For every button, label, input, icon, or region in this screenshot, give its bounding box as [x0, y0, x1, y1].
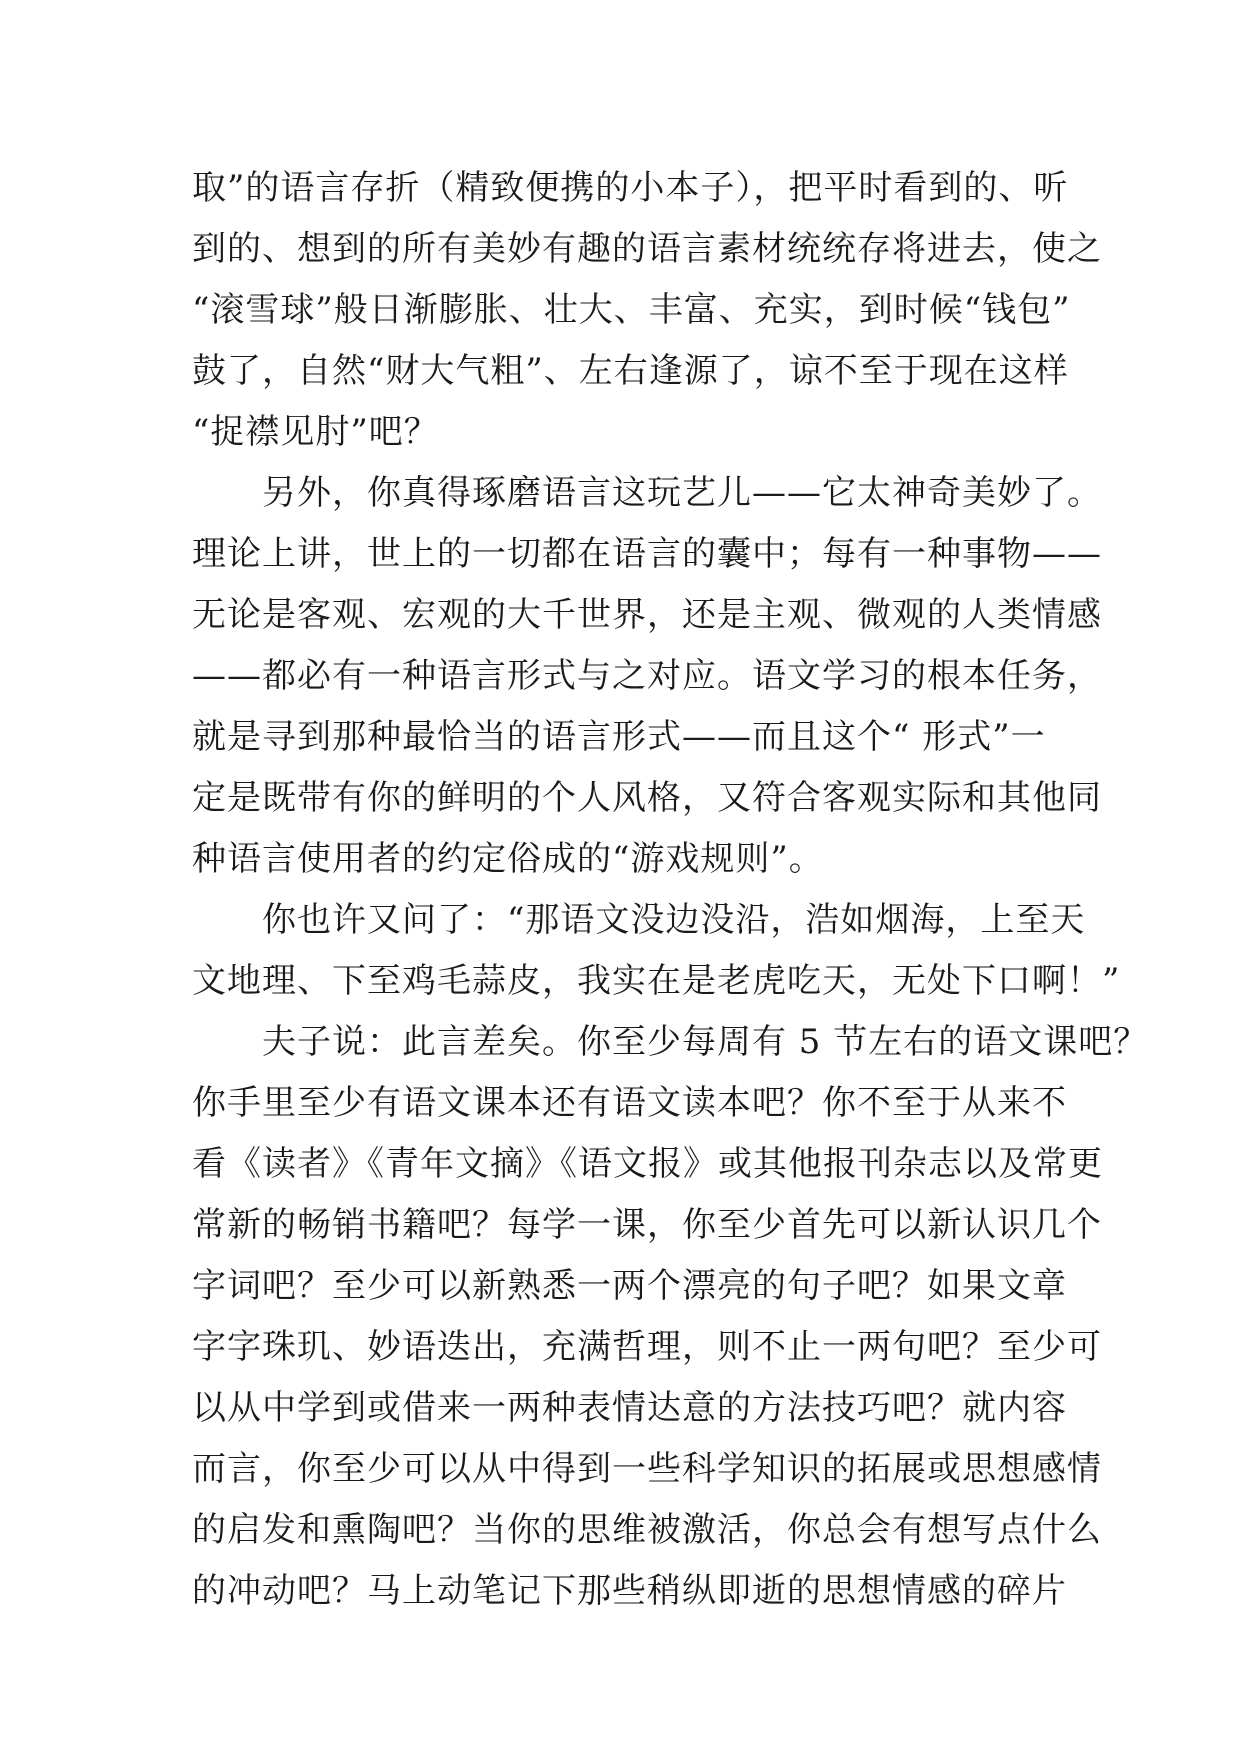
text-line: 夫子说：此言差矣。你至少每周有 5 节左右的语文课吧？	[192, 1022, 1149, 1062]
text-line: 你手里至少有语文课本还有语文读本吧？你不至于从来不	[192, 1083, 1067, 1123]
text-line: 理论上讲，世上的一切都在语言的囊中；每有一种事物——	[192, 534, 1102, 574]
text-line: 而言，你至少可以从中得到一些科学知识的拓展或思想感情	[192, 1449, 1102, 1489]
text-line: 字词吧？至少可以新熟悉一两个漂亮的句子吧？如果文章	[192, 1266, 1067, 1306]
text-line: 你也许又问了：“那语文没边没沿，浩如烟海，上至天	[192, 900, 1086, 940]
text-line: 到的、想到的所有美妙有趣的语言素材统统存将进去，使之	[192, 229, 1102, 269]
text-line: ——都必有一种语言形式与之对应。语文学习的根本任务，	[192, 656, 1102, 696]
text-line: 字字珠玑、妙语迭出，充满哲理，则不止一两句吧？至少可	[192, 1327, 1102, 1367]
text-line: 种语言使用者的约定俗成的“游戏规则”。	[192, 839, 824, 879]
text-line: 常新的畅销书籍吧？每学一课，你至少首先可以新认识几个	[192, 1205, 1102, 1245]
text-line: 定是既带有你的鲜明的个人风格，又符合客观实际和其他同	[192, 778, 1102, 818]
text-line: 的启发和熏陶吧？当你的思维被激活，你总会有想写点什么	[192, 1510, 1102, 1550]
text-line: 看《读者》《青年文摘》《语文报》或其他报刊杂志以及常更	[192, 1144, 1103, 1184]
text-line: 以从中学到或借来一两种表情达意的方法技巧吧？就内容	[192, 1388, 1067, 1428]
text-line: 取”的语言存折（精致便携的小本子），把平时看到的、听	[192, 168, 1069, 208]
document-body	[192, 158, 1149, 1622]
text-line: 文地理、下至鸡毛蒜皮，我实在是老虎吃天，无处下口啊！”	[192, 961, 1121, 1001]
text-line: 无论是客观、宏观的大千世界，还是主观、微观的人类情感	[192, 595, 1102, 635]
text-line: 另外，你真得琢磨语言这玩艺儿——它太神奇美妙了。	[192, 473, 1102, 513]
text-line: 就是寻到那种最恰当的语言形式——而且这个“ 形式”一	[192, 717, 1046, 757]
text-line: 的冲动吧？马上动笔记下那些稍纵即逝的思想情感的碎片	[192, 1571, 1067, 1611]
text-line: 鼓了，自然“财大气粗”、左右逢源了，谅不至于现在这样	[192, 351, 1069, 391]
text-line: “捉襟见肘”吧？	[192, 412, 439, 452]
text-line: “滚雪球”般日渐膨胀、壮大、丰富、充实，到时候“钱包”	[192, 290, 1071, 330]
